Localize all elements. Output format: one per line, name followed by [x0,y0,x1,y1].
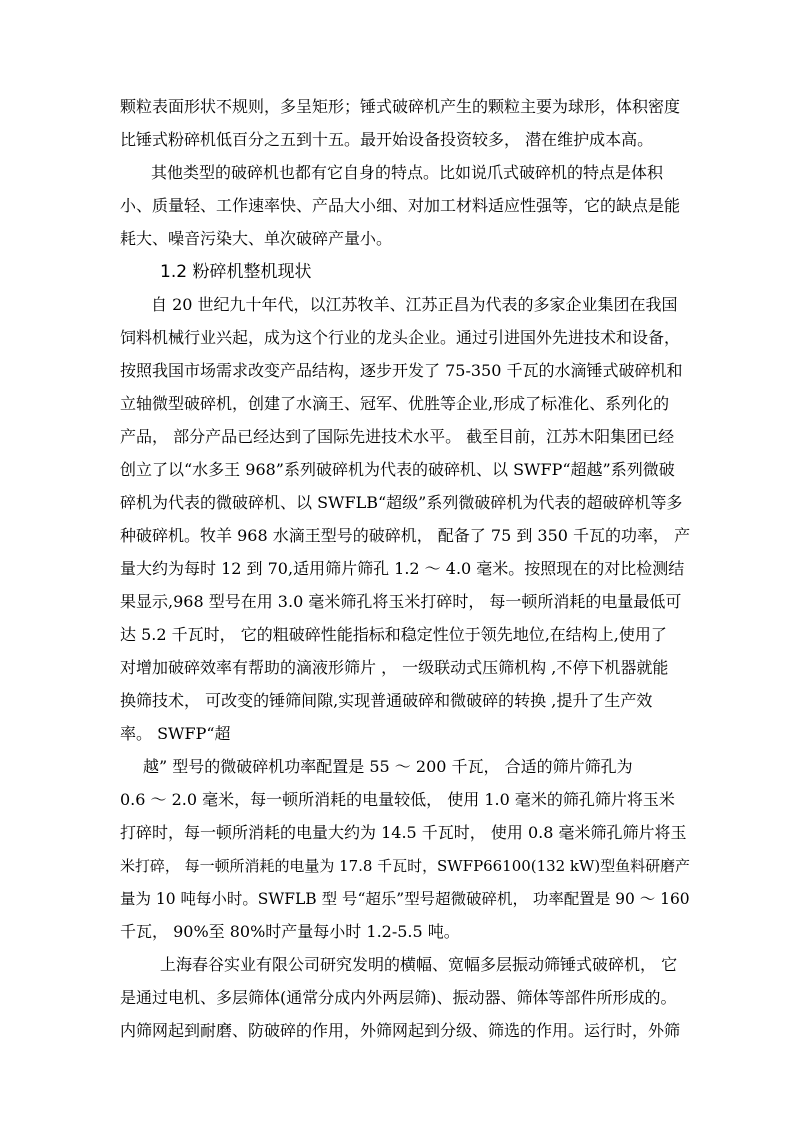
text-line: 量为 10 吨每小时。SWFLB 型 号“超乐”型号超微破碎机， 功率配置是 90 ～ 160 [120,890,690,908]
text-line: 耗大、噪音污染大、单次破碎产量小。 [120,229,393,248]
text-line: 比锤式粉碎机低百分之五到十五。最开始设备投资较多， 潜在维护成本高。 [120,130,654,149]
text-line: 率。 SWFP“超 [120,724,231,743]
text-line: 小、质量轻、工作速率快、产品大小细、对加工材料适应性强等，它的缺点是能 [120,196,681,215]
text-line: 换筛技术， 可改变的锤筛间隙,实现普通破碎和微破碎的转换 ,提升了生产效 [120,691,653,710]
text-line: 米打碎， 每一顿所消耗的电量为 17.8 千瓦时，SWFP66100(132 kW)型鱼料研磨产 [120,857,691,875]
text-line: 创立了以“水多王 968”系列破碎机为代表的破碎机、以 SWFP“超越”系列微破 [120,460,675,479]
text-line: 果显示,968 型号在用 3.0 毫米筛孔将玉米打碎时， 每一顿所消耗的电量最低可 [120,592,682,611]
text-line: 其他类型的破碎机也都有它自身的特点。比如说爪式破碎机的特点是体积 [151,163,664,182]
text-line: 自 20 世纪九十年代，以江苏牧羊、江苏正昌为代表的多家企业集团在我国 [151,295,678,314]
text-line: 产品， 部分产品已经达到了国际先进技术水平。 截至目前，江苏木阳集团已经 [120,427,675,446]
text-line: 饲料机械行业兴起，成为这个行业的龙头企业。通过引进国外先进技术和设备， [120,328,681,347]
text-line: 打碎时，每一顿所消耗的电量大约为 14.5 千瓦时， 使用 0.8 毫米筛孔筛片将玉 [120,823,687,842]
text-line: 越” 型号的微破碎机功率配置是 55 ～ 200 千瓦， 合适的筛片筛孔为 [143,757,633,776]
text-line: 种破碎机。牧羊 968 水滴王型号的破碎机， 配备了 75 到 350 千瓦的功率， 产 [120,526,691,545]
text-line: 内筛网起到耐磨、防破碎的作用，外筛网起到分级、筛选的作用。运行时，外筛 [120,1021,681,1040]
text-line: 上海春谷实业有限公司研究发明的横幅、宽幅多层振动筛锤式破碎机， 它 [160,955,678,974]
text-line: 对增加破碎效率有帮助的滴液形筛片 ， 一级联动式压筛机构 ,不停下机器就能 [120,658,669,677]
text-line: 按照我国市场需求改变产品结构，逐步开发了 75-350 千瓦的水滴锤式破碎机和 [120,361,683,380]
text-line: 碎机为代表的微破碎机、以 SWFLB“超级”系列微破碎机为代表的超破碎机等多 [120,493,683,512]
text-line: 0.6 ～ 2.0 毫米，每一顿所消耗的电量较低， 使用 1.0 毫米的筛孔筛片将玉米 [120,790,675,809]
text-line: 立轴微型破碎机，创建了水滴王、冠军、优胜等企业,形成了标准化、系列化的 [120,394,670,413]
text-line: 是通过电机、多层筛体(通常分成内外两层筛)、振动器、筛体等部件所形成的。 [120,988,677,1007]
text-line: 千瓦， 90%至 80%时产量每小时 1.2-5.5 吨。 [120,922,460,941]
text-line: 颗粒表面形状不规则，多呈矩形；锤式破碎机产生的颗粒主要为球形，体积密度 [120,97,681,116]
text-line: 达 5.2 千瓦时， 它的粗破碎性能指标和稳定性位于领先地位,在结构上,使用了 [120,625,667,644]
section-heading: 1.2 粉碎机整机现状 [160,262,312,282]
text-line: 量大约为每时 12 到 70,适用筛片筛孔 1.2 ～ 4.0 毫米。按照现在的对比检测结 [120,559,685,578]
